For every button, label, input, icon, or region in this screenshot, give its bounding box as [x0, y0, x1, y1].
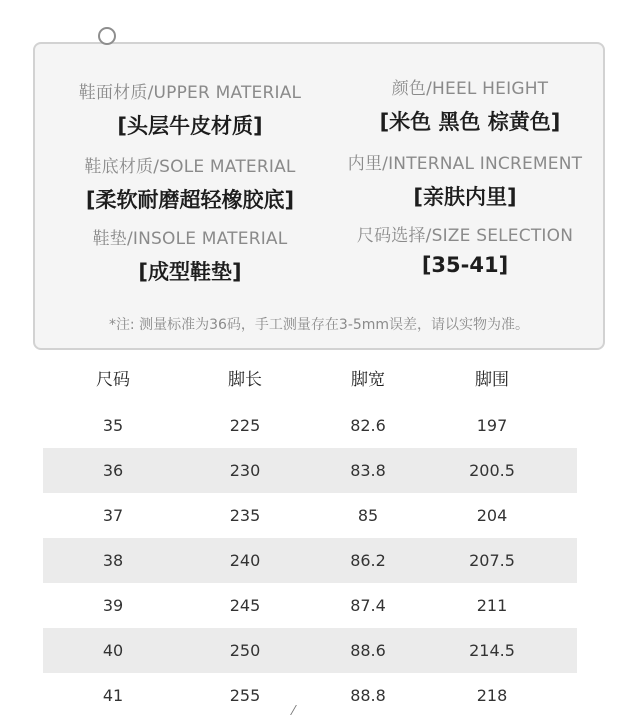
table-row [43, 583, 577, 628]
cell-foot-length: 250 [229, 641, 261, 660]
spec-sole-material [65, 152, 315, 214]
spec-size-selection [345, 221, 585, 277]
cell-size: 41 [102, 686, 124, 705]
spec-internal-lining [335, 149, 595, 211]
cell-size: 39 [102, 596, 124, 615]
cell-foot-girth: 197 [476, 416, 508, 435]
cell-foot-girth: 211 [476, 596, 508, 615]
cell-size: 37 [102, 506, 124, 525]
spec-upper-material [75, 78, 305, 140]
table-row [43, 493, 577, 538]
header-foot-width: 脚宽 [351, 370, 385, 390]
cell-foot-length: 245 [229, 596, 261, 615]
cell-size: 40 [102, 641, 124, 660]
cell-foot-width: 87.4 [350, 596, 386, 615]
header-foot-girth: 脚围 [475, 370, 509, 390]
spec-internal-lining-value: [亲肤内里] [413, 185, 517, 209]
cell-foot-length: 240 [229, 551, 261, 570]
cell-size: 38 [102, 551, 124, 570]
spec-sole-material-label: 鞋底材质/SOLE MATERIAL [84, 157, 296, 177]
spec-internal-lining-label: 内里/INTERNAL INCREMENT [347, 154, 583, 174]
cell-foot-length: 230 [229, 461, 261, 480]
cell-size: 35 [102, 416, 124, 435]
cell-foot-width: 88.8 [350, 686, 386, 705]
table-header-row [43, 358, 577, 403]
header-foot-length: 脚长 [228, 370, 262, 390]
spec-heel-height-label: 颜色/HEEL HEIGHT [391, 79, 549, 99]
table-row [43, 448, 577, 493]
cell-foot-width: 85 [357, 506, 379, 525]
spec-size-selection-value: [35-41] [421, 253, 509, 277]
spec-insole-material-value: [成型鞋垫] [138, 260, 242, 284]
cell-foot-width: 82.6 [350, 416, 386, 435]
spec-upper-material-label: 鞋面材质/UPPER MATERIAL [78, 83, 302, 103]
cell-foot-girth: 214.5 [469, 641, 515, 660]
spec-insole-material-label: 鞋垫/INSOLE MATERIAL [92, 229, 288, 249]
table-row [43, 538, 577, 583]
table-row [43, 403, 577, 448]
spec-upper-material-value: [头层牛皮材质] [117, 114, 263, 138]
spec-insole-material [85, 224, 295, 286]
hang-tag-hole [98, 27, 116, 45]
spec-heel-height-value: [米色 黑色 棕黄色] [379, 110, 561, 134]
spec-sole-material-value: [柔软耐磨超轻橡胶底] [85, 188, 295, 212]
table-row [43, 628, 577, 673]
measurement-note: *注: 测量标准为36码，手工测量存在3-5mm误差，请以实物为准。 [108, 317, 530, 333]
cell-foot-width: 86.2 [350, 551, 386, 570]
cell-foot-girth: 218 [476, 686, 508, 705]
spec-heel-height [355, 74, 585, 136]
product-spec-tag [33, 42, 605, 350]
cell-foot-length: 235 [229, 506, 261, 525]
cell-size: 36 [102, 461, 124, 480]
spec-size-selection-label: 尺码选择/SIZE SELECTION [356, 226, 574, 246]
cell-foot-girth: 207.5 [469, 551, 515, 570]
cell-foot-length: 225 [229, 416, 261, 435]
header-size: 尺码 [96, 370, 130, 390]
cell-foot-girth: 200.5 [469, 461, 515, 480]
cell-foot-length: 255 [229, 686, 261, 705]
cell-foot-width: 83.8 [350, 461, 386, 480]
cell-foot-width: 88.6 [350, 641, 386, 660]
cell-foot-girth: 204 [476, 506, 508, 525]
size-chart-table [43, 358, 577, 718]
table-row [43, 673, 577, 718]
